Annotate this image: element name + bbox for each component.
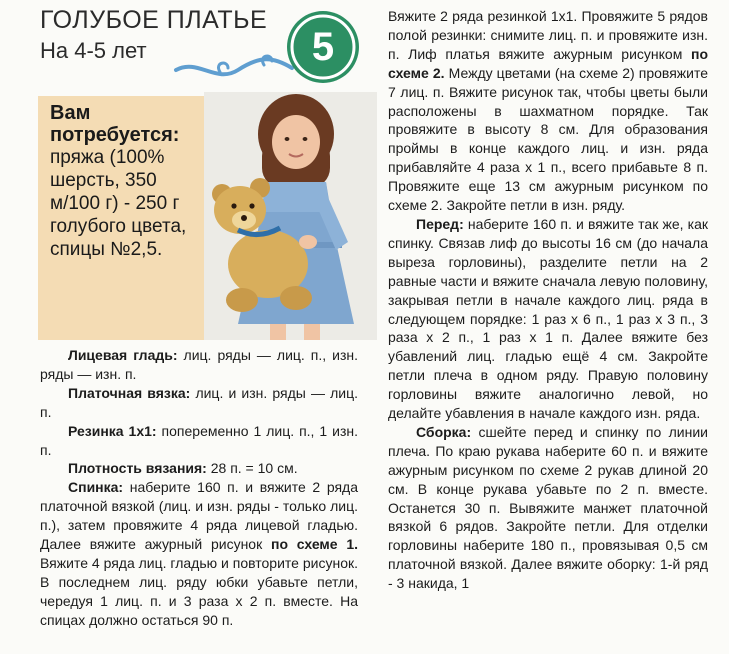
right-text-column <box>388 7 708 593</box>
badge-number: 5 <box>311 25 335 69</box>
girl-with-teddy-bear-image <box>204 92 377 340</box>
section-assembly: Сборка: сшейте перед и спинку по линии плеча. По краю рукава наберите 60 п. и вяжите ажурным рисунком по схеме 2 рукав длиной 20 см. В конце рукава убавьте по 2 п. вместе. Останется 30 п. Вывяжите манжет платочной вязкой 6 рядов. Закройте петли. Для отделки горловины наберите 180 п., провязывая 0,5 см платочной вязкой. Далее вяжите оборку: 1-й ряд - 3 накида, 1 <box>388 423 709 592</box>
dress-photo <box>204 92 377 340</box>
requirements-title: Вам потребуется: <box>50 102 180 146</box>
back-continued: Вяжите 2 ряда резинкой 1x1. Провяжите 5 рядов полой резинки: снимите лиц. п. и провяжите изн. п. Лиф платья вяжите ажурным рисунком по схеме 2. Между цветами (на схеме 2) провяжите 7 лиц. п. Вяжите рисунок так, чтобы цветы были расположены в шахматном порядке. Так провяжите в высоту 8 см. Для образования проймы в конце каждого лиц. и изн. ряда прибавляйте 4 раза x 1 п., всего прибавьте 8 п. Провяжите еще 13 см ажурным рисунком по схеме 2. Закройте петли в изн. ряду. <box>388 8 709 214</box>
requirements-text: пряжа (100% шерсть, 350 м/100 г) - 250 г голубого цвета, спицы №2,5. <box>50 147 187 260</box>
number-badge <box>168 8 368 94</box>
section-front: Перед: наберите 160 п. и вяжите так же, как спинку. Связав лиф до высоты 16 см (до начала выреза горловины), разделите петли на 2 равные части и вяжите сначала левую половину, закрывая петли в начале каждого лиц. ряда в следующем порядке: 1 раз x 6 п., 1 раз x 3 п., 3 раза x 2 п., 1 раз x 1 п. Далее вяжите без убавлений лиц. гладью ещё 4 см. Закройте петли плеча в одном ряду. Правую половину горловины вяжите аналогично левой, но делайте убавления в начале каждого изн. ряда. <box>388 215 709 422</box>
page-title: ГОЛУБОЕ ПЛАТЬЕ <box>40 6 268 34</box>
section-back: Спинка: наберите 160 п. и вяжите 2 ряда платочной вязкой (лиц. и изн. ряды - только лиц. п.), затем провяжите 4 ряда лицевой гладью. Далее вяжите ажурный рисунок по схеме 1. Вяжите 4 ряда лиц. гладью и повторите рисунок. В последнем лиц. ряду юбки убавьте петли, чередуя 1 лиц. п. и 3 раза x 2 п. вместе. На спицах должно остаться 90 п. <box>40 479 359 628</box>
left-text-column <box>40 346 358 630</box>
term-gauge: Плотность вязания: 28 п. = 10 см. <box>68 460 298 477</box>
term-garter-stitch: Платочная вязка: лиц. и изн. ряды — лиц. п. <box>40 384 358 420</box>
term-rib-1x1: Резинка 1x1: попеременно 1 лиц. п., 1 изн. п. <box>40 422 359 458</box>
term-stockinette: Лицевая гладь: лиц. ряды — лиц. п., изн. ряды — изн. п. <box>40 347 359 382</box>
page-subtitle: На 4-5 лет <box>40 38 147 63</box>
